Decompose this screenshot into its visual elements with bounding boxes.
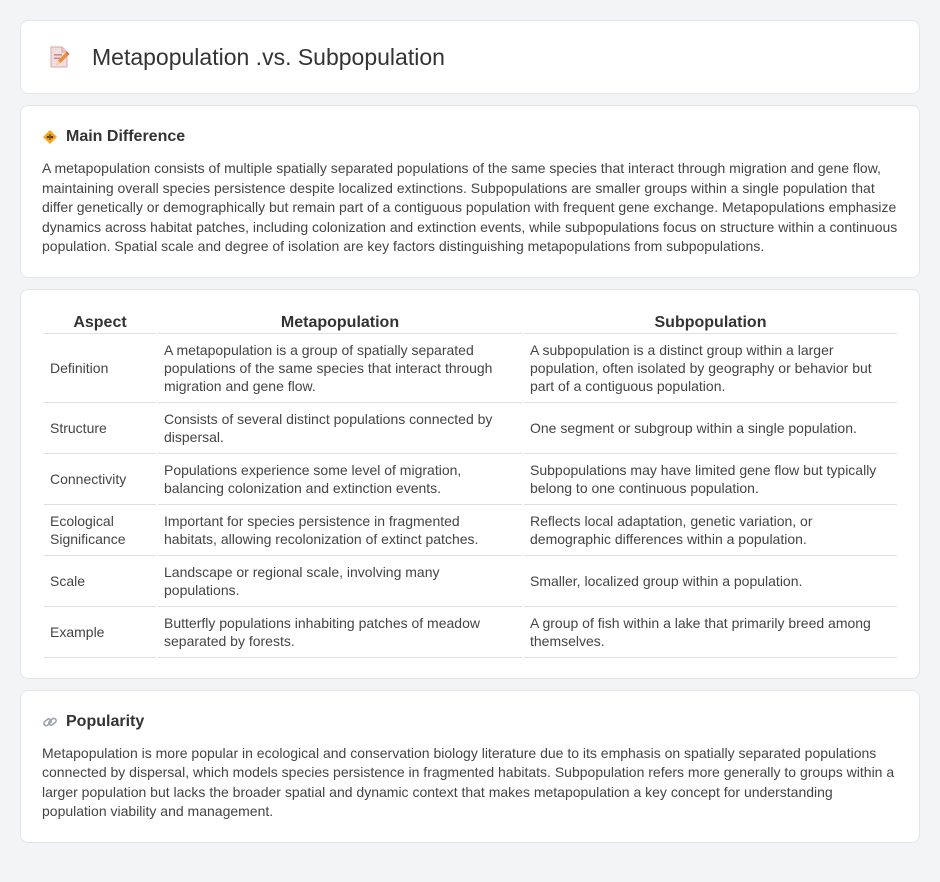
subpopulation-cell: A subpopulation is a distinct group within a larger population, often isolated by geography or behavior but part of a contiguous population. <box>524 334 897 403</box>
metapopulation-cell: Landscape or regional scale, involving many populations. <box>158 556 522 607</box>
aspect-cell: Structure <box>44 403 156 454</box>
aspect-cell: Ecological Significance <box>44 505 156 556</box>
subpopulation-cell: Smaller, localized group within a population. <box>524 556 897 607</box>
aspect-cell: Example <box>44 607 156 658</box>
subpopulation-cell: One segment or subgroup within a single population. <box>524 403 897 454</box>
main-difference-heading: Main Difference <box>66 128 186 145</box>
comparison-table-card <box>20 289 920 679</box>
header-metapopulation: Metapopulation <box>158 312 522 334</box>
metapopulation-cell: A metapopulation is a group of spatially separated populations of the same species that interact through migration and gene flow. <box>158 334 522 403</box>
diamond-sign-icon <box>42 129 58 145</box>
header-aspect: Aspect <box>44 312 156 334</box>
subpopulation-cell: Reflects local adaptation, genetic variation, or demographic differences within a population. <box>524 505 897 556</box>
link-icon <box>42 714 58 730</box>
popularity-heading: Popularity <box>66 712 145 730</box>
table-row <box>44 454 897 505</box>
metapopulation-cell: Important for species persistence in fragmented habitats, allowing recolonization of extinct patches. <box>158 505 522 556</box>
popularity-text: Metapopulation is more popular in ecological and conservation biology literature due to its emphasis on spatially separated populations connected by dispersal, which models species persistence in fragmented habitats. Subpopulation refers more generally to groups within a larger population but lacks the broader spatial and dynamic context that makes metapopulation a key concept for understanding population viability and management. <box>42 744 895 819</box>
table-row <box>44 403 897 454</box>
document-pencil-icon <box>47 45 71 69</box>
aspect-cell: Connectivity <box>44 454 156 505</box>
table-row <box>44 607 897 658</box>
table-row <box>44 505 897 556</box>
table-row <box>44 556 897 607</box>
aspect-cell: Definition <box>44 334 156 403</box>
main-difference-text: A metapopulation consists of multiple spatially separated populations of the same species that interact through migration and gene flow, maintaining overall species persistence despite localized extinctions. Subpopulations are smaller groups within a single population that differ genetically or demographically but remain part of a contiguous population with frequent gene exchange. Metapopulations emphasize dynamics across habitat patches, including colonization and extinction events, while subpopulations focus on structure within a continuous population. Spatial scale and degree of isolation are key factors distinguishing metapopulations from subpopulations. <box>42 160 898 254</box>
table-row <box>44 334 897 403</box>
comparison-table <box>42 312 899 658</box>
popularity-section <box>20 690 920 843</box>
subpopulation-cell: Subpopulations may have limited gene flow but typically belong to one continuous population. <box>524 454 897 505</box>
metapopulation-cell: Consists of several distinct populations connected by dispersal. <box>158 403 522 454</box>
table-header-row <box>44 312 897 334</box>
metapopulation-cell: Populations experience some level of migration, balancing colonization and extinction events. <box>158 454 522 505</box>
title-card <box>20 20 920 94</box>
page-title: Metapopulation .vs. Subpopulation <box>92 43 445 70</box>
main-difference-section <box>20 105 920 278</box>
metapopulation-cell: Butterfly populations inhabiting patches of meadow separated by forests. <box>158 607 522 658</box>
aspect-cell: Scale <box>44 556 156 607</box>
subpopulation-cell: A group of fish within a lake that primarily breed among themselves. <box>524 607 897 658</box>
header-subpopulation: Subpopulation <box>524 312 897 334</box>
